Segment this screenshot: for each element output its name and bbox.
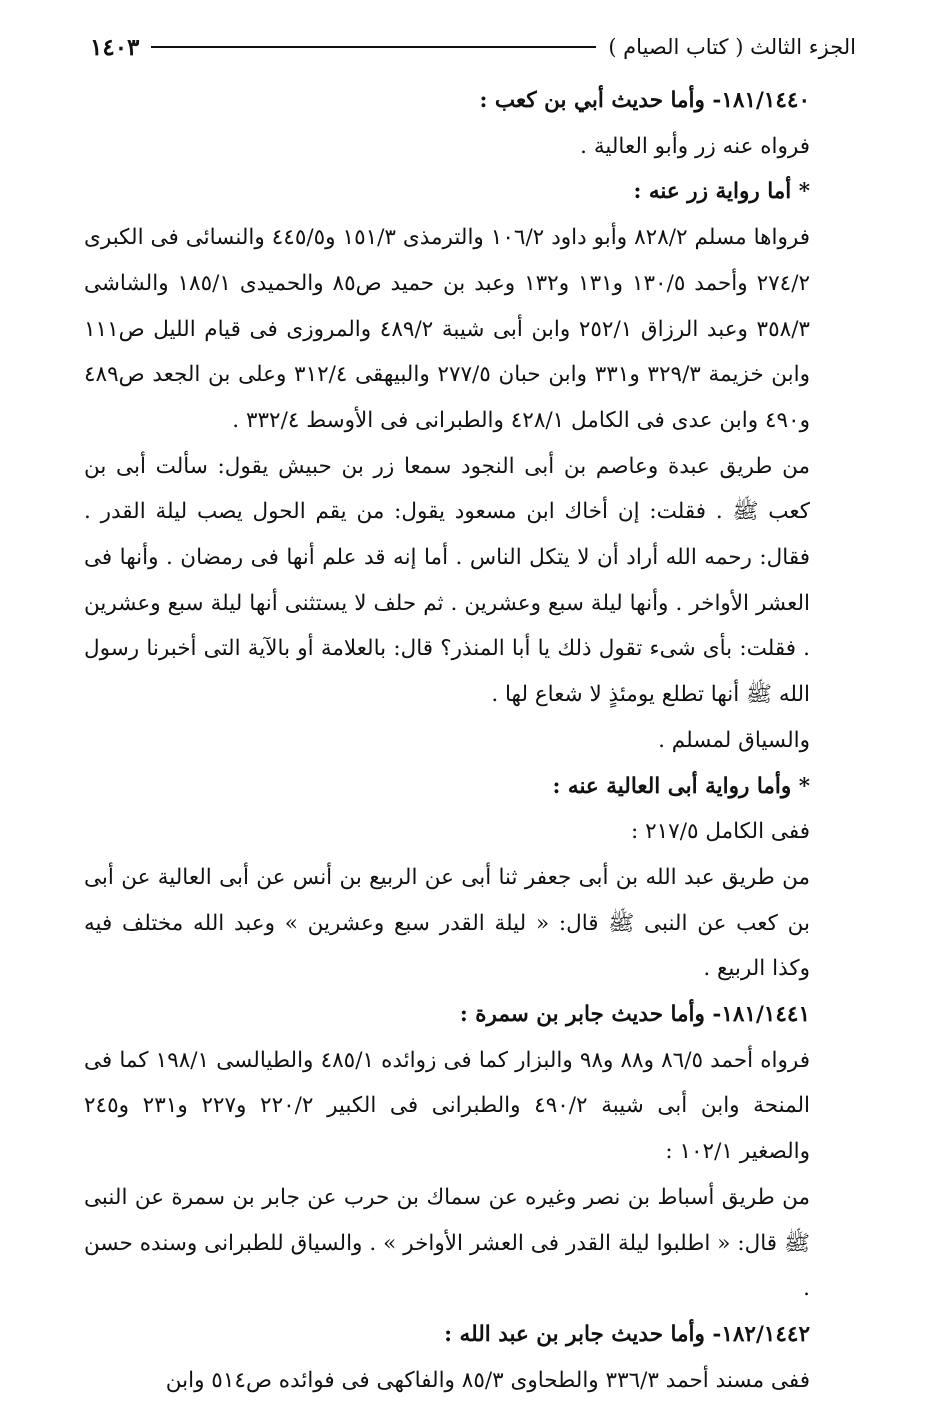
paragraph-narration: من طريق عبدة وعاصم بن أبى النجود سمعا زر بن حبيش يقول: سألت أبى بن كعب ﷺ . فقلت: إن أخاك ابن مسعود يقول: من يقم الحول يصب ليلة القدر . فقال: رحمه الله أراد أن لا يتكل الناس . أما إنه قد علم أنها فى رمضان . وأنها فى العشر الأواخر . وأنها ليلة سبع وعشرين . ثم حلف لا يستثنى أنها ليلة سبع وعشرين . فقلت: بأى شىء تقول ذلك يا أبا المنذر؟ قال: بالعلامة أو بالآية التى أخبرنا رسول الله ﷺ أنها تطلع يومئذٍ لا شعاع لها . xyxy=(84,453,810,708)
paragraph-narration: من طريق عبد الله بن أبى جعفر ثنا أبى عن الربيع بن أنس عن أبى العالية عن أبى بن كعب عن النبى ﷺ قال: « ليلة القدر سبع وعشرين » وعبد الله مختلف فيه وكذا الربيع . xyxy=(84,864,810,982)
paragraph-sources: فرواها مسلم ٨٢٨/٢ وأبو داود ١٠٦/٢ والترمذى ١٥١/٣ و٤٤٥/٥ والنسائى فى الكبرى ٢٧٤/٢ وأحمد ١٣٠/٥ و١٣١ و١٣٢ وعبد بن حميد ص٨٥ والحميدى ١٨٥/١ والشاشى ٣٥٨/٣ وعبد الرزاق ٢٥٢/١ وابن أبى شيبة ٤٨٩/٢ والمروزى فى قيام الليل ص١١١ وابن خزيمة ٣٢٩/٣ و٣٣١ وابن حبان ٢٧٧/٥ والبيهقى ٣١٢/٤ وعلى بن الجعد ص٤٨٩ و٤٩٠ وابن عدى فى الكامل ٤٢٨/١ والطبرانى فى الأوسط ٣٣٢/٤ . xyxy=(84,225,811,433)
paragraph: والسياق لمسلم . xyxy=(658,727,810,753)
section-heading-zirr: * أما رواية زر عنه : xyxy=(633,179,810,205)
page-body xyxy=(84,78,856,1403)
hadith-heading-ubayy: ١٨١/١٤٤٠- وأما حديث أبي بن كعب : xyxy=(479,88,810,113)
section-heading-abul-aliya: * وأما رواية أبى العالية عنه : xyxy=(552,773,810,799)
paragraph: فرواه عنه زر وأبو العالية . xyxy=(580,133,810,159)
paragraph: ففى الكامل ٢١٧/٥ : xyxy=(630,819,810,845)
running-title: الجزء الثالث ( كتاب الصيام ) xyxy=(608,35,856,59)
paragraph-sources: فرواه أحمد ٨٦/٥ و٨٨ و٩٨ والبزار كما فى زوائده ٤٨٥/١ والطيالسى ١٩٨/١ كما فى المنحة وابن أبى شيبة ٤٩٠/٢ والطبرانى فى الكبير ٢٢٠/٢ و٢٢٧ و٢٣١ و٢٤٥ والصغير ١٠٢/١ : xyxy=(84,1047,811,1165)
paragraph-narration: من طريق أسباط بن نصر وغيره عن سماك بن حرب عن جابر بن سمرة عن النبى ﷺ قال: « اطلبوا ليلة القدر فى العشر الأواخر » . والسياق للطبرانى وسنده حسن . xyxy=(84,1184,810,1302)
hadith-heading-jabir-abdullah: ١٨٢/١٤٤٢- وأما حديث جابر بن عبد الله : xyxy=(444,1321,810,1347)
paragraph-sources: ففى مسند أحمد ٣٣٦/٣ والطحاوى ٨٥/٣ والفاكهى فى فوائده ص٥١٤ وابن xyxy=(165,1367,810,1393)
page-number: ١٤٠٣ xyxy=(90,33,140,61)
header-rule xyxy=(151,46,596,48)
hadith-heading-jabir-samura: ١٨١/١٤٤١- وأما حديث جابر بن سمرة : xyxy=(459,1002,810,1028)
page-header xyxy=(90,30,856,64)
